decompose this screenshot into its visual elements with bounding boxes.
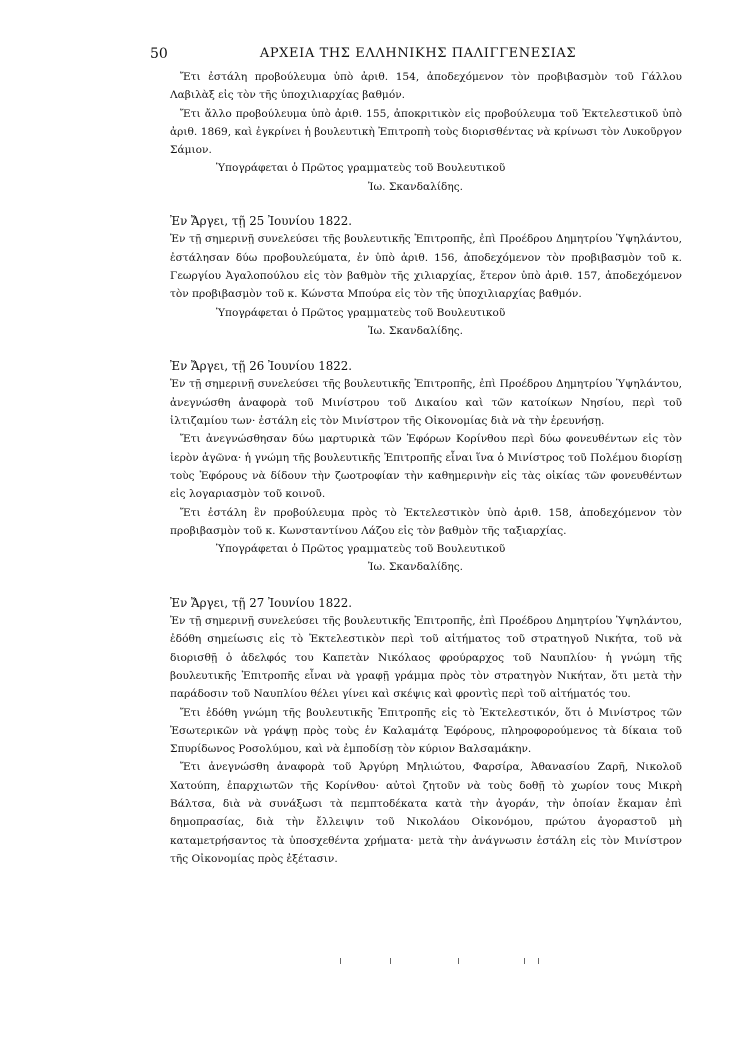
paragraph: Ἔτι ἐστάλη ἓν προβούλευμα πρὸς τὸ Ἐκτελεστικὸν ὑπὸ ἀριθ. 158, ἀποδεχόμενον τὸν προβιβασμὸν τοῦ κ. Κωνσταντίνου Λάζου εἰς τὸν βαθμὸν τῆς ταξιαρχίας. <box>170 506 682 537</box>
signature-name: Ἰω. Σκανδαλίδης. <box>368 561 464 574</box>
running-title: ΑΡΧΕΙΑ ΤΗΣ ΕΛΛΗΝΙΚΗΣ ΠΑΛΙΓΓΕΝΕΣΙΑΣ <box>259 46 577 61</box>
paragraph: Ἔτι ἀνεγνώσθησαν δύω μαρτυρικὰ τῶν Ἐφόρων Κορίνθου περὶ δύω φονευθέντων εἰς τὸν ἱερὸν ἀγῶνα· ἡ γνώμη τῆς βουλευτικῆς Ἐπιτροπῆς εἶναι ἵνα ὁ Μινίστρος τοῦ Πολέμου διορίσῃ τοὺς Ἐφόρους νὰ δίδουν τὴν ζωοτροφίαν τὴν καθημερινὴν εἰς τὰς οἰκίας τῶν φονευθέντων εἰς λογαριασμὸν τοῦ κοινοῦ. <box>170 433 682 501</box>
entry-date: Ἐν Ἄργει, τῇ 26 Ἰουνίου 1822. <box>170 359 352 374</box>
paragraph: Ἔτι ἐδόθη γνώμη τῆς βουλευτικῆς Ἐπιτροπῆς εἰς τὸ Ἐκτελεστικόν, ὅτι ὁ Μινίστρος τῶν Ἐσωτερικῶν νὰ γράψῃ πρὸς τοὺς ἐν Καλαμάτᾳ Ἐφόρους, πληροφορούμενος τὰ δίκαια τοῦ Σπυρίδωνος Ροσολύμου, καὶ νὰ ἐμποδίσῃ τὸν κύριον Βαλσαμάκην. <box>170 706 682 756</box>
bleed-mark <box>458 958 459 964</box>
paragraph: Ἐν τῇ σημερινῇ συνελεύσει τῆς βουλευτικῆς Ἐπιτροπῆς, ἐπὶ Προέδρου Δημητρίου Ὑψηλάντου, ἐδόθη σημείωσις εἰς τὸ Ἐκτελεστικὸν περὶ τοῦ αἰτήματος τοῦ στρατηγοῦ Νικήτα, τοῦ νὰ διορισθῇ ὁ ἀδελφός του Καπετὰν Νικόλαος φρούραρχος τοῦ Ναυπλίου· ἡ γνώμη τῆς βουλευτικῆς Ἐπιτροπῆς εἶναι νὰ γραφῇ γράμμα πρὸς τὸν στρατηγὸν Νικήταν, ὅτι μετὰ τὴν παράδοσιν τοῦ Ναυπλίου θέλει γίνει καὶ σκέψις καὶ φροντὶς περὶ τοῦ αἰτήματός του. <box>170 615 682 701</box>
bleed-mark <box>340 958 341 964</box>
bleed-mark <box>538 958 539 964</box>
page-body <box>170 68 682 868</box>
paragraph: Ἔτι ἀνεγνώσθη ἀναφορὰ τοῦ Ἀργύρη Μηλιώτου, Φαρσίρα, Ἀθανασίου Ζαρῆ, Νικολοῦ Χατούπη, ἐπαρχιωτῶν τῆς Κορίνθου· αὐτοὶ ζητοῦν νὰ τοὺς δοθῇ τὸ χωρίον τους Μικρὴ Βάλτσα, διὰ νὰ συνάξωσι τὰ πεμπτοδέκατα κατὰ τὴν ἀγοράν, τὴν ὁποίαν ἔκαμαν ἐπὶ δημοπρασίας, διὰ τὴν ἔλλειψιν τοῦ Νικολάου Οἰκονόμου, πρώτου ἀγοραστοῦ μὴ καταμετρήσαντος τὰ ὑποσχεθέντα χρήματα· μετὰ τὴν ἀνάγνωσιν ἐστάλη εἰς τὸν Μινίστρον τῆς Οἰκονομίας πρὸς ἐξέτασιν. <box>170 761 682 865</box>
paragraph: Ἔτι ἄλλο προβούλευμα ὑπὸ ἀριθ. 155, ἀποκριτικὸν εἰς προβούλευμα τοῦ Ἐκτελεστικοῦ ὑπὸ ἀριθ. 1869, καὶ ἐγκρίνει ἡ βουλευτικὴ Ἐπιτροπὴ τοὺς διορισθέντας νὰ κρίνωσι τὸν Λυκοῦργον Σάμιον. <box>170 107 682 157</box>
entry-date: Ἐν Ἄργει, τῇ 27 Ἰουνίου 1822. <box>170 595 352 610</box>
bleed-mark <box>390 958 391 964</box>
entry-date: Ἐν Ἄργει, τῇ 25 Ἰουνίου 1822. <box>170 214 352 229</box>
entry-1822-06-27 <box>170 594 682 868</box>
opening-section <box>170 68 682 196</box>
paragraph: Ἔτι ἐστάλη προβούλευμα ὑπὸ ἀριθ. 154, ἀποδεχόμενον τὸν προβιβασμὸν τοῦ Γάλλου Λαβιλὰξ εἰς τὸν τῆς ὑποχιλιαρχίας βαθμόν. <box>170 71 682 102</box>
signature-name: Ἰω. Σκανδαλίδης. <box>368 180 464 193</box>
signature-line: Ὑπογράφεται ὁ Πρῶτος γραμματεὺς τοῦ Βουλευτικοῦ <box>216 306 506 319</box>
signature-line: Ὑπογράφεται ὁ Πρῶτος γραμματεὺς τοῦ Βουλευτικοῦ <box>216 543 506 556</box>
signature-name: Ἰω. Σκανδαλίδης. <box>368 324 464 337</box>
bleed-mark <box>524 958 525 964</box>
paragraph: Ἐν τῇ σημερινῇ συνελεύσει τῆς βουλευτικῆς Ἐπιτροπῆς, ἐπὶ Προέδρου Δημητρίου Ὑψηλάντου, ἀνεγνώσθη ἀναφορὰ τοῦ Μινίστρου τοῦ Δικαίου καὶ τῶν κατοίκων Νησίου, περὶ τοῦ ἰλτιζαμίου των· ἐστάλη εἰς τὸν Μινίστρον τῆς Οἰκονομίας διὰ νὰ τὴν ἐρευνήσῃ. <box>170 378 682 428</box>
signature-line: Ὑπογράφεται ὁ Πρῶτος γραμματεὺς τοῦ Βουλευτικοῦ <box>216 162 506 175</box>
running-header <box>150 46 686 66</box>
show-through-marks <box>340 952 580 970</box>
page-number: 50 <box>150 46 168 62</box>
paragraph: Ἐν τῇ σημερινῇ συνελεύσει τῆς βουλευτικῆς Ἐπιτροπῆς, ἐπὶ Προέδρου Δημητρίου Ὑψηλάντου, ἐστάλησαν δύω προβουλεύματα, ἐν ὑπὸ ἀριθ. 156, ἀποδεχόμενον τὸν προβιβασμὸν τοῦ κ. Γεωργίου Ἀγαλοπούλου εἰς τὸν βαθμὸν τῆς χιλιαρχίας, ἕτερον ὑπὸ ἀριθ. 157, ἀποδεχόμενον τὸν προβιβασμὸν τοῦ κ. Κώνστα Μπούρα εἰς τὸν τῆς ὑποχιλιαρχίας βαθμόν. <box>170 233 682 301</box>
entry-1822-06-26 <box>170 357 682 577</box>
entry-1822-06-25 <box>170 212 682 340</box>
